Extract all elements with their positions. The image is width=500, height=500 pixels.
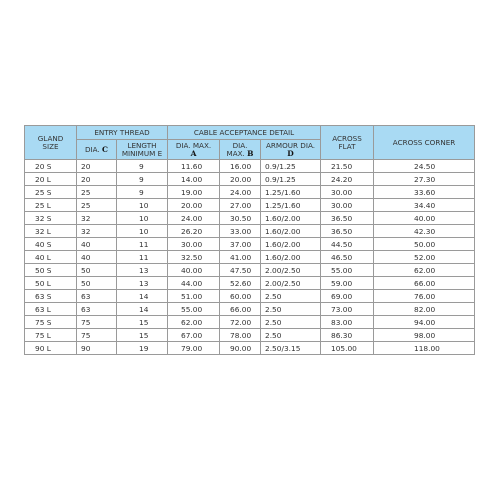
cell-gland-size: 40 S: [25, 238, 76, 250]
cell-gland-size: 32 S: [25, 212, 76, 224]
cell-dia-max-a: 62.00: [168, 316, 219, 328]
header-across-corner: ACROSS CORNER: [374, 126, 474, 159]
cell-dia-max-b: 60.00: [220, 290, 260, 302]
cell-dia-max-a: 44.00: [168, 277, 219, 289]
header-dia-max-b-letter: B: [247, 148, 254, 158]
cell-length: 9: [117, 160, 167, 172]
table-row: [25, 173, 474, 185]
cell-dia-max-a: 40.00: [168, 264, 219, 276]
cell-across-corner: 24.50: [374, 160, 474, 172]
cell-across-corner: 98.00: [374, 329, 474, 341]
cell-armour-dia: 1.60/2.00: [261, 238, 320, 250]
header-dia-max-b-line2: MAX.: [226, 148, 245, 158]
header-dia-max-a: [168, 140, 219, 159]
cell-gland-size: 25 S: [25, 186, 76, 198]
header-gland-size: [25, 126, 76, 159]
cell-armour-dia: 0.9/1.25: [261, 173, 320, 185]
header-length-line2: MINIMUM E: [121, 148, 163, 158]
header-armour-letter: D: [287, 148, 294, 158]
header-gland-size-line2: SIZE: [42, 141, 59, 151]
cell-armour-dia: 1.60/2.00: [261, 212, 320, 224]
cell-gland-size: 63 L: [25, 303, 76, 315]
cell-across-corner: 94.00: [374, 316, 474, 328]
cell-across-flat: 36.50: [321, 225, 373, 237]
header-dia-max-b-line1: DIA.: [232, 140, 248, 150]
cell-dia-max-b: 27.00: [220, 199, 260, 211]
header-armour-line1: ARMOUR DIA.: [265, 140, 316, 150]
header-across-flat-line1: ACROSS: [332, 133, 362, 143]
cell-across-corner: 34.40: [374, 199, 474, 211]
table-header: [25, 126, 474, 159]
cell-across-flat: 86.30: [321, 329, 373, 341]
cell-dia: 20: [77, 160, 116, 172]
header-dia-max-a-letter: A: [190, 148, 197, 158]
cell-across-corner: 27.30: [374, 173, 474, 185]
cell-dia-max-a: 32.50: [168, 251, 219, 263]
cell-across-flat: 21.50: [321, 160, 373, 172]
cell-length: 14: [117, 290, 167, 302]
cell-across-flat: 46.50: [321, 251, 373, 263]
cell-armour-dia: 0.9/1.25: [261, 160, 320, 172]
cell-dia: 90: [77, 342, 116, 354]
table-row: [25, 186, 474, 198]
cell-across-flat: 55.00: [321, 264, 373, 276]
cell-gland-size: 50 L: [25, 277, 76, 289]
header-dia-letter: C: [102, 144, 108, 154]
header-gland-size-line1: GLAND: [37, 133, 64, 143]
cell-gland-size: 90 L: [25, 342, 76, 354]
table-row: [25, 212, 474, 224]
cell-dia: 25: [77, 199, 116, 211]
cell-dia: 50: [77, 264, 116, 276]
table-row: [25, 160, 474, 172]
cell-across-corner: 52.00: [374, 251, 474, 263]
table-row: [25, 329, 474, 341]
table-row: [25, 238, 474, 250]
cell-across-flat: 69.00: [321, 290, 373, 302]
cell-across-flat: 44.50: [321, 238, 373, 250]
cell-length: 19: [117, 342, 167, 354]
cell-length: 11: [117, 238, 167, 250]
table-row: [25, 251, 474, 263]
table-row: [25, 199, 474, 211]
cell-dia-max-b: 20.00: [220, 173, 260, 185]
header-dia-max-a-line1: DIA. MAX.: [175, 140, 212, 150]
cell-gland-size: 40 L: [25, 251, 76, 263]
cell-dia: 20: [77, 173, 116, 185]
cell-dia-max-b: 78.00: [220, 329, 260, 341]
header-dia-c: [77, 140, 116, 159]
cell-dia: 25: [77, 186, 116, 198]
cell-armour-dia: 2.50: [261, 303, 320, 315]
header-entry-thread: ENTRY THREAD: [77, 126, 167, 139]
cell-dia: 63: [77, 303, 116, 315]
header-cable-acceptance: CABLE ACCEPTANCE DETAIL: [168, 126, 320, 139]
cell-dia: 75: [77, 329, 116, 341]
cell-armour-dia: 1.60/2.00: [261, 225, 320, 237]
cell-dia-max-b: 47.50: [220, 264, 260, 276]
cell-gland-size: 20 L: [25, 173, 76, 185]
cell-across-corner: 50.00: [374, 238, 474, 250]
cell-dia-max-a: 24.00: [168, 212, 219, 224]
cell-dia: 63: [77, 290, 116, 302]
cell-across-flat: 24.20: [321, 173, 373, 185]
cell-armour-dia: 2.50: [261, 316, 320, 328]
cell-across-corner: 40.00: [374, 212, 474, 224]
cell-length: 13: [117, 277, 167, 289]
header-dia-label: DIA.: [84, 144, 100, 154]
cell-dia-max-b: 30.50: [220, 212, 260, 224]
header-across-flat: [321, 126, 373, 159]
cell-dia: 40: [77, 251, 116, 263]
cell-length: 10: [117, 199, 167, 211]
cell-dia-max-b: 41.00: [220, 251, 260, 263]
cell-gland-size: 75 L: [25, 329, 76, 341]
cell-gland-size: 25 L: [25, 199, 76, 211]
table-row: [25, 316, 474, 328]
cell-dia-max-a: 67.00: [168, 329, 219, 341]
cell-dia-max-a: 55.00: [168, 303, 219, 315]
cell-across-corner: 66.00: [374, 277, 474, 289]
cell-dia-max-a: 14.00: [168, 173, 219, 185]
cell-dia-max-a: 11.60: [168, 160, 219, 172]
cell-gland-size: 63 S: [25, 290, 76, 302]
table-row: [25, 303, 474, 315]
header-armour-dia-d: [261, 140, 320, 159]
cell-dia-max-b: 16.00: [220, 160, 260, 172]
cell-dia: 32: [77, 225, 116, 237]
table-row: [25, 342, 474, 354]
header-row-top: [25, 126, 474, 139]
cell-armour-dia: 2.00/2.50: [261, 277, 320, 289]
cell-dia-max-a: 51.00: [168, 290, 219, 302]
cell-dia-max-b: 37.00: [220, 238, 260, 250]
cell-dia-max-b: 52.60: [220, 277, 260, 289]
cell-armour-dia: 1.60/2.00: [261, 251, 320, 263]
cell-across-flat: 105.00: [321, 342, 373, 354]
cell-armour-dia: 2.50/3.15: [261, 342, 320, 354]
cell-length: 15: [117, 316, 167, 328]
header-dia-max-b: [220, 140, 260, 159]
cell-dia-max-b: 66.00: [220, 303, 260, 315]
cell-dia-max-b: 24.00: [220, 186, 260, 198]
header-length-min-e: [117, 140, 167, 159]
cell-length: 15: [117, 329, 167, 341]
cell-across-flat: 73.00: [321, 303, 373, 315]
cell-armour-dia: 2.50: [261, 290, 320, 302]
cell-gland-size: 50 S: [25, 264, 76, 276]
cell-dia: 40: [77, 238, 116, 250]
cell-across-flat: 30.00: [321, 199, 373, 211]
cell-armour-dia: 2.50: [261, 329, 320, 341]
cell-across-flat: 83.00: [321, 316, 373, 328]
cell-length: 13: [117, 264, 167, 276]
cell-across-corner: 62.00: [374, 264, 474, 276]
cell-across-corner: 82.00: [374, 303, 474, 315]
header-length-line1: LENGTH: [127, 140, 157, 150]
cell-across-flat: 59.00: [321, 277, 373, 289]
table-row: [25, 290, 474, 302]
cell-gland-size: 75 S: [25, 316, 76, 328]
table-row: [25, 264, 474, 276]
cell-length: 10: [117, 212, 167, 224]
cell-length: 10: [117, 225, 167, 237]
cell-across-corner: 33.60: [374, 186, 474, 198]
cell-dia-max-b: 90.00: [220, 342, 260, 354]
cell-dia-max-a: 20.00: [168, 199, 219, 211]
table-row: [25, 277, 474, 289]
cell-across-flat: 36.50: [321, 212, 373, 224]
cell-length: 9: [117, 186, 167, 198]
cell-dia: 32: [77, 212, 116, 224]
cell-across-corner: 76.00: [374, 290, 474, 302]
cell-dia-max-a: 19.00: [168, 186, 219, 198]
table-body: [25, 160, 474, 354]
cell-length: 9: [117, 173, 167, 185]
cell-across-corner: 42.30: [374, 225, 474, 237]
cell-dia-max-a: 26.20: [168, 225, 219, 237]
cell-dia: 75: [77, 316, 116, 328]
cell-gland-size: 32 L: [25, 225, 76, 237]
cell-dia-max-b: 72.00: [220, 316, 260, 328]
cable-gland-spec-table: [24, 125, 475, 355]
cell-dia: 50: [77, 277, 116, 289]
table-row: [25, 225, 474, 237]
cell-armour-dia: 2.00/2.50: [261, 264, 320, 276]
cell-length: 14: [117, 303, 167, 315]
cell-across-corner: 118.00: [374, 342, 474, 354]
header-across-flat-line2: FLAT: [338, 141, 356, 151]
cell-armour-dia: 1.25/1.60: [261, 186, 320, 198]
cell-gland-size: 20 S: [25, 160, 76, 172]
cell-length: 11: [117, 251, 167, 263]
cell-dia-max-b: 33.00: [220, 225, 260, 237]
cell-across-flat: 30.00: [321, 186, 373, 198]
cell-dia-max-a: 79.00: [168, 342, 219, 354]
cell-armour-dia: 1.25/1.60: [261, 199, 320, 211]
cell-dia-max-a: 30.00: [168, 238, 219, 250]
